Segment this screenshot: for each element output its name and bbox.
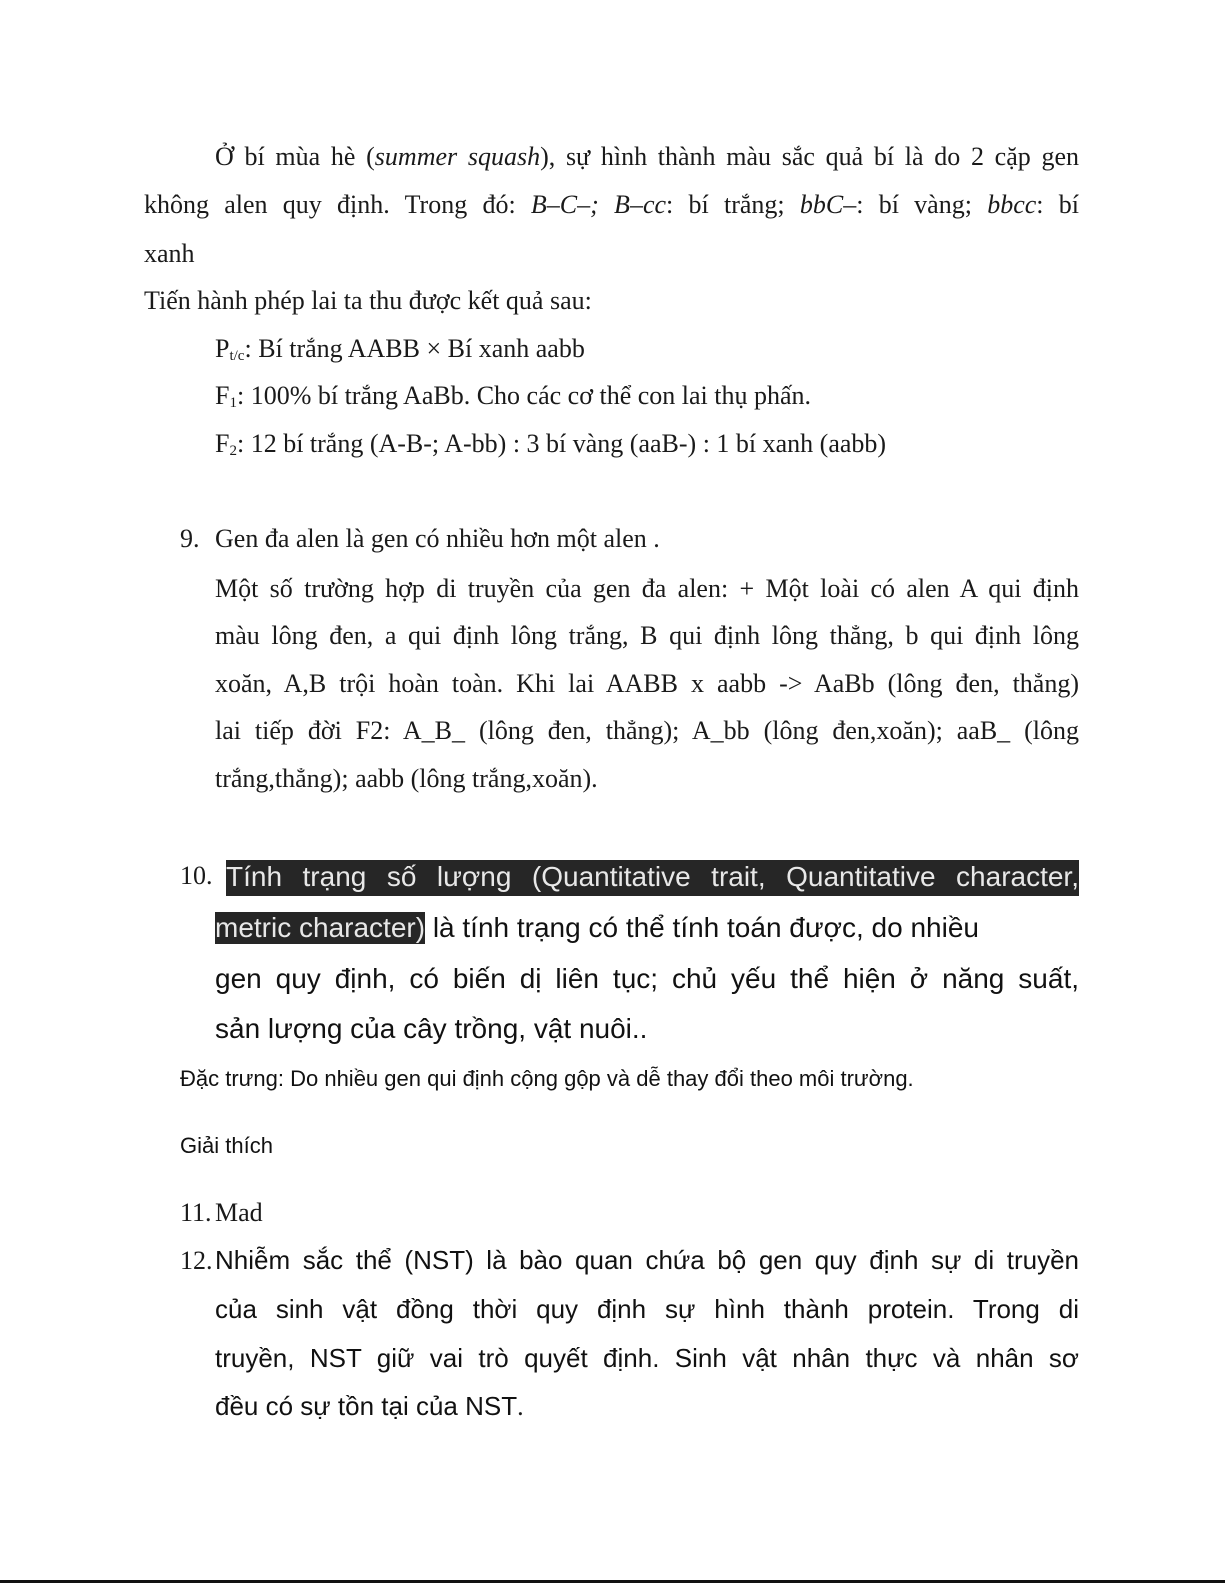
squash-text: : bí xyxy=(1036,190,1079,219)
squash-line-3: xanh xyxy=(144,239,195,268)
item-10-line-3: gen quy định, có biến dị liên tục; chủ yếu thể hiện ở năng suất, xyxy=(215,963,1079,994)
cross-f1-line xyxy=(215,381,811,412)
item-9-number: 9. xyxy=(180,524,200,553)
cross-f1-text: : 100% bí trắng AaBb. Cho các cơ thể con lai thụ phấn. xyxy=(236,381,812,410)
item-9-line: màu lông đen, a qui định lông trắng, B qui định lông thẳng, b qui định lông xyxy=(215,621,1079,650)
generation-subscript: 2 xyxy=(229,443,237,459)
genotype-yellow: bbC– xyxy=(799,190,857,219)
cross-intro: Tiến hành phép lai ta thu được kết quả sau: xyxy=(144,286,592,315)
highlighted-term: metric character) xyxy=(215,912,426,943)
item-10-explain: Giải thích xyxy=(180,1133,273,1158)
item-12-line: truyền, NST giữ vai trò quyết định. Sinh vật nhân thực và nhân sơ xyxy=(215,1343,1079,1373)
item-9-line: lai tiếp đời F2: A_B_ (lông đen, thẳng); A_bb (lông đen,xoăn); aaB_ (lông xyxy=(215,716,1079,745)
cross-parent-text: : Bí trắng AABB × Bí xanh aabb xyxy=(244,334,585,363)
item-12-text: đều có sự tồn tại của NST xyxy=(215,1391,518,1421)
item-10-number: 10. xyxy=(180,861,213,890)
item-11-number: 11. xyxy=(180,1198,212,1227)
genotype-white: B–C–; B–cc xyxy=(530,190,667,219)
item-11-text: Mad xyxy=(215,1198,263,1227)
page-bottom-border xyxy=(0,1580,1225,1583)
squash-text: ), sự hình thành màu sắc quả bí là do 2 cặp gen xyxy=(540,142,1080,171)
item-12-last-line xyxy=(215,1389,524,1424)
generation-label: F xyxy=(215,429,230,458)
generation-label: P xyxy=(215,334,230,363)
squash-text: : bí vàng; xyxy=(856,190,988,219)
cross-f2-text: : 12 bí trắng (A-B-; A-bb) : 3 bí vàng (aaB-) : 1 bí xanh (aabb) xyxy=(236,429,887,458)
squash-line-2 xyxy=(144,190,1079,220)
generation-subscript: 1 xyxy=(229,395,237,411)
generation-subscript: t/c xyxy=(229,348,245,364)
cross-parent-line xyxy=(215,334,585,365)
squash-text: không alen quy định. Trong đó: xyxy=(144,190,531,219)
squash-italic-term: summer squash xyxy=(374,142,541,171)
item-9-line: xoăn, A,B trội hoàn toàn. Khi lai AABB x aabb -> AaBb (lông đen, thẳng) xyxy=(215,669,1079,698)
item-12-line: của sinh vật đồng thời quy định sự hình thành protein. Trong di xyxy=(215,1294,1079,1324)
item-9-last-line: trắng,thẳng); aabb (lông trắng,xoăn). xyxy=(215,764,598,793)
squash-text: Ở bí mùa hè ( xyxy=(215,142,375,171)
item-10-line-4: sản lượng của cây trồng, vật nuôi.. xyxy=(215,1013,648,1044)
item-10-line-1 xyxy=(226,860,1079,896)
squash-line-1 xyxy=(215,142,1079,172)
genotype-green: bbcc xyxy=(987,190,1037,219)
item-12-dot: . xyxy=(517,1392,524,1421)
generation-label: F xyxy=(215,381,230,410)
highlighted-term: Tính trạng số lượng (Quantitative trait, Quantitative character, xyxy=(226,861,1079,892)
item-10-text: là tính trạng có thể tính toán được, do nhiều xyxy=(425,912,979,943)
item-10-feature: Đặc trưng: Do nhiều gen qui định cộng gộp và dễ thay đổi theo môi trường. xyxy=(180,1066,914,1091)
item-9-line: Một số trường hợp di truyền của gen đa alen: + Một loài có alen A qui định xyxy=(215,574,1079,603)
item-9-title: Gen đa alen là gen có nhiều hơn một alen . xyxy=(215,524,660,553)
cross-f2-line xyxy=(215,429,886,460)
item-12-number: 12. xyxy=(180,1246,213,1275)
item-12-line: Nhiễm sắc thể (NST) là bào quan chứa bộ gen quy định sự di truyền xyxy=(215,1245,1079,1275)
item-10-line-2 xyxy=(215,911,979,945)
squash-text: : bí trắng; xyxy=(666,190,800,219)
